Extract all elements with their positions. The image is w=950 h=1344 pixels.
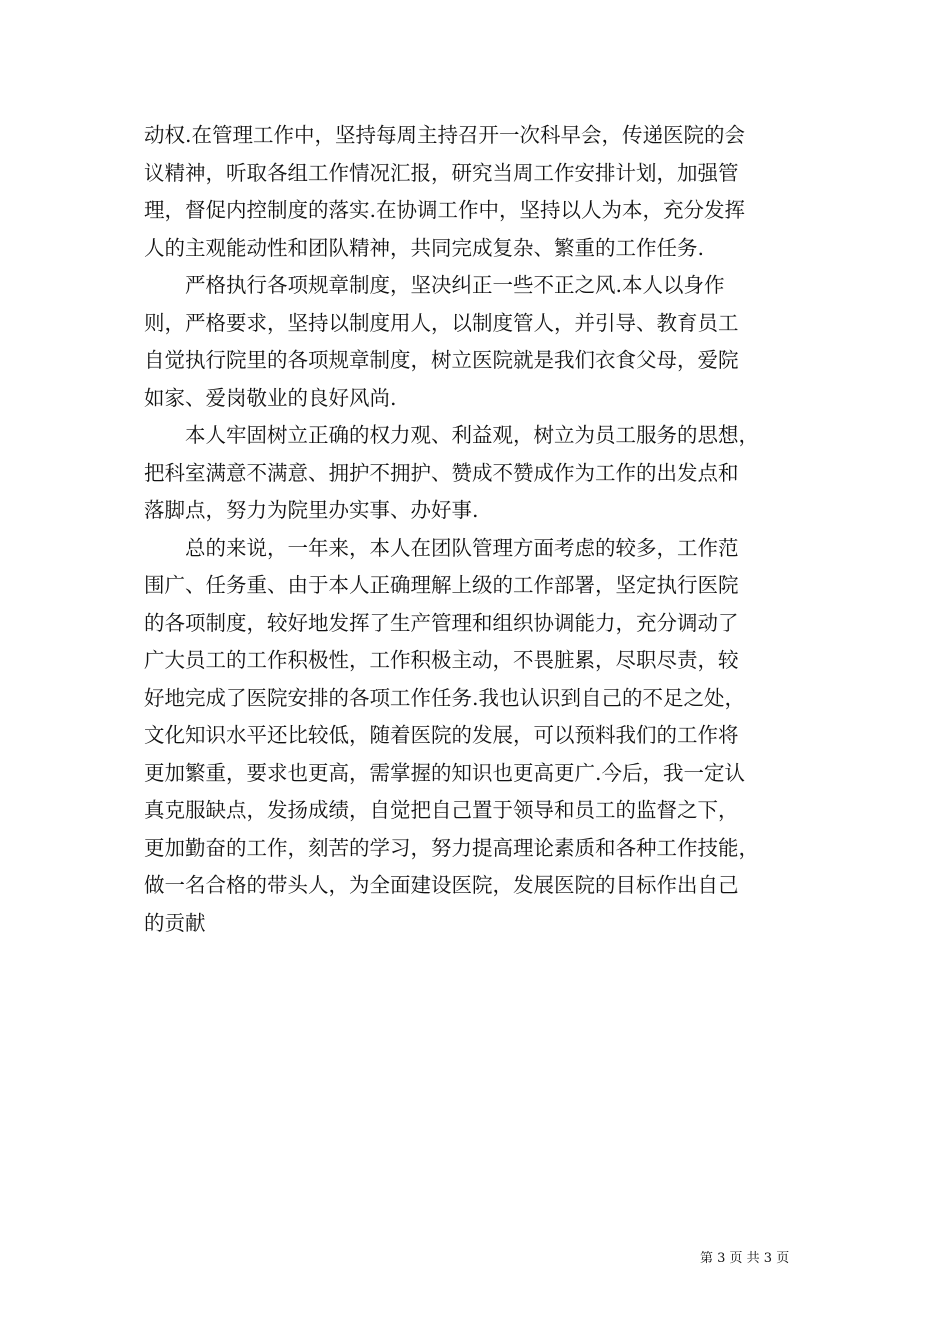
text-line: 文化知识水平还比较低，随着医院的发展，可以预料我们的工作将 <box>144 723 739 747</box>
text-line: 理，督促内控制度的落实.在协调工作中，坚持以人为本，充分发挥 <box>144 198 746 222</box>
text-line: 好地完成了医院安排的各项工作任务.我也认识到自己的不足之处， <box>144 685 746 710</box>
page-number: 第 3 页 共 3 页 <box>700 1251 790 1266</box>
text-line: 总的来说，一年来，本人在团队管理方面考虑的较多，工作范 <box>144 535 739 560</box>
text-line: 围广、任务重、由于本人正确理解上级的工作部署，坚定执行医院 <box>144 573 739 597</box>
text-line: 则，严格要求，坚持以制度用人，以制度管人，并引导、教育员工 <box>144 310 739 335</box>
text-line: 自觉执行院里的各项规章制度，树立医院就是我们衣食父母，爱院 <box>144 348 739 372</box>
text-line: 落脚点，努力为院里办实事、办好事. <box>144 498 479 522</box>
text-line: 动权.在管理工作中，坚持每周主持召开一次科早会，传递医院的会 <box>144 123 746 147</box>
text-line: 议精神，听取各组工作情况汇报，研究当周工作安排计划，加强管 <box>144 160 739 185</box>
text-line: 真克服缺点，发扬成绩，自觉把自己置于领导和员工的监督之下， <box>144 798 739 822</box>
text-line: 做一名合格的带头人，为全面建设医院，发展医院的目标作出自己 <box>144 873 739 897</box>
text-line: 把科室满意不满意、拥护不拥护、赞成不赞成作为工作的出发点和 <box>144 460 739 485</box>
body-text <box>144 117 824 942</box>
text-line: 的各项制度，较好地发挥了生产管理和组织协调能力，充分调动了 <box>144 610 739 635</box>
text-line: 的贡献 <box>144 910 206 935</box>
text-line: 广大员工的工作积极性，工作积极主动，不畏脏累，尽职尽责，较 <box>144 648 739 672</box>
text-line: 人的主观能动性和团队精神，共同完成复杂、繁重的工作任务. <box>144 235 705 260</box>
text-line: 严格执行各项规章制度，坚决纠正一些不正之风.本人以身作 <box>144 273 725 297</box>
text-line: 更加勤奋的工作，刻苦的学习，努力提高理论素质和各种工作技能， <box>144 835 759 860</box>
text-line: 更加繁重，要求也更高，需掌握的知识也更高更广.今后，我一定认 <box>144 760 746 785</box>
text-line: 本人牢固树立正确的权力观、利益观，树立为员工服务的思想， <box>144 423 759 447</box>
text-line: 如家、爱岗敬业的良好风尚. <box>144 385 397 410</box>
